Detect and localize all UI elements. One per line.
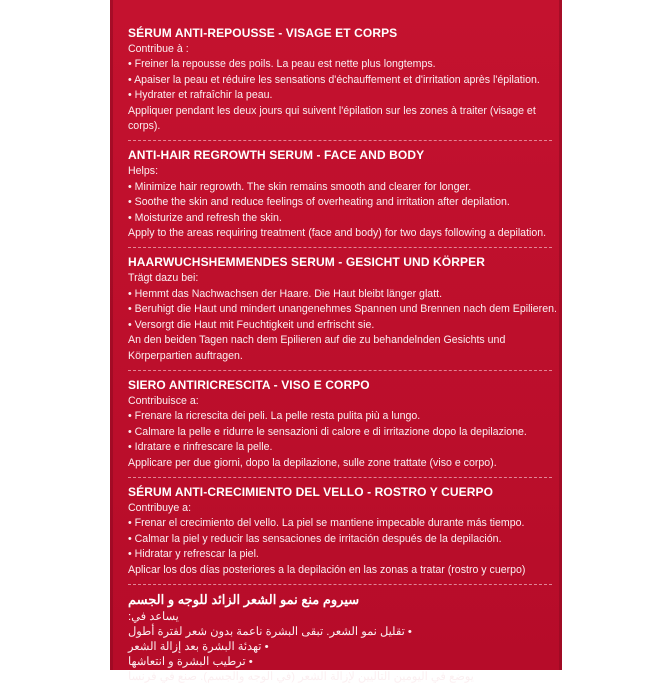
list-item: • Hemmt das Nachwachsen der Haare. Die Haut bleibt länger glatt. (128, 287, 443, 300)
section-lead: Contribuisce a: (128, 394, 199, 407)
section-lead: Contribuye a: (128, 501, 192, 514)
box-right-edge (559, 0, 562, 670)
list-item: • Minimize hair regrowth. The skin remains smooth and clearer for longer. (128, 180, 472, 193)
list-item: • Calmar la piel y reducir las sensaciones de irritación después de la depilación. (128, 532, 502, 545)
section-lead: Helps: (128, 165, 159, 178)
instructions-text (128, 26, 557, 691)
section-english (128, 148, 552, 241)
section-title: ANTI-HAIR REGROWTH SERUM - FACE AND BODY (128, 148, 425, 163)
list-item: • Moisturize and refresh the skin. (128, 211, 282, 224)
list-item: • تقليل نمو الشعر. تبقى البشرة ناعمة بدون شعر لفترة أطول (128, 625, 412, 638)
list-item: • ترطيب البشرة و انتعاشها (128, 655, 253, 668)
section-title: سيروم منع نمو الشعر الزائد للوجه و الجسم (128, 591, 360, 607)
section-note: Aplicar los dos días posteriores a la depilación en las zonas a tratar (rostro y cuerpo) (128, 563, 526, 576)
list-item: • Frenare la ricrescita dei peli. La pelle resta pulita più a lungo. (128, 410, 421, 423)
section-lead: Trägt dazu bei: (128, 272, 199, 285)
section-spanish (128, 485, 552, 578)
divider (128, 584, 552, 585)
section-note: Applicare per due giorni, dopo la depilazione, sulle zone trattate (viso e corpo). (128, 456, 497, 469)
list-item: • Hidratar y refrescar la piel. (128, 548, 259, 561)
product-box-panel (110, 0, 562, 683)
section-italian (128, 378, 552, 471)
section-lead: Contribue à : (128, 43, 189, 55)
section-note: An den beiden Tagen nach dem Epilieren auf die zu behandelnden Gesichts und Körperpartien auftragen. (128, 334, 506, 362)
list-item: • Soothe the skin and reduce feelings of overheating and irritation after depilation. (128, 196, 510, 209)
divider (128, 140, 552, 141)
list-item: • تهدئة البشرة بعد إزالة الشعر (128, 640, 269, 653)
list-item: • Calmare la pelle e ridurre le sensazioni di calore e di irritazione dopo la depilazione. (128, 425, 527, 438)
section-title: HAARWUCHSHEMMENDES SERUM - GESICHT UND KÖRPER (128, 255, 485, 270)
section-french (128, 26, 552, 134)
divider (128, 370, 552, 371)
list-item: • Apaiser la peau et réduire les sensations d'échauffement et d'irritation après l'épilation. (128, 73, 540, 86)
list-item: • Beruhigt die Haut und mindert unangenehmes Spannen und Brennen nach dem Epilieren. (128, 303, 557, 316)
section-title: SÉRUM ANTI-REPOUSSE - VISAGE ET CORPS (128, 26, 398, 40)
list-item: • Hydrater et rafraîchir la peau. (128, 89, 273, 102)
list-item: • Versorgt die Haut mit Feuchtigkeit und erfrischt sie. (128, 318, 375, 331)
section-title: SIERO ANTIRICRESCITA - VISO E CORPO (128, 377, 370, 392)
box-left-edge (110, 0, 113, 670)
list-item: • Idratare e rinfrescare la pelle. (128, 441, 273, 454)
divider (128, 477, 552, 478)
section-title: SÉRUM ANTI-CRECIMIENTO DEL VELLO - ROSTRO Y CUERPO (128, 484, 494, 499)
section-arabic (128, 592, 552, 685)
section-note: يوضع في اليومين التاليين لإزالة الشعر (في الوجه والجسم). صنع في فرنسا (128, 670, 474, 683)
list-item: • Frenar el crecimiento del vello. La piel se mantiene impecable durante más tiempo. (128, 517, 525, 530)
section-note: Appliquer pendant les deux jours qui suivent l'épilation sur les zones à traiter (visage et corps). (128, 104, 536, 133)
list-item: • Freiner la repousse des poils. La peau est nette plus longtemps. (128, 58, 436, 71)
section-lead: يساعد في: (128, 610, 179, 623)
section-german (128, 255, 557, 363)
section-note: Apply to the areas requiring treatment (face and body) for two days following a depilation. (128, 227, 547, 240)
divider (128, 247, 552, 248)
